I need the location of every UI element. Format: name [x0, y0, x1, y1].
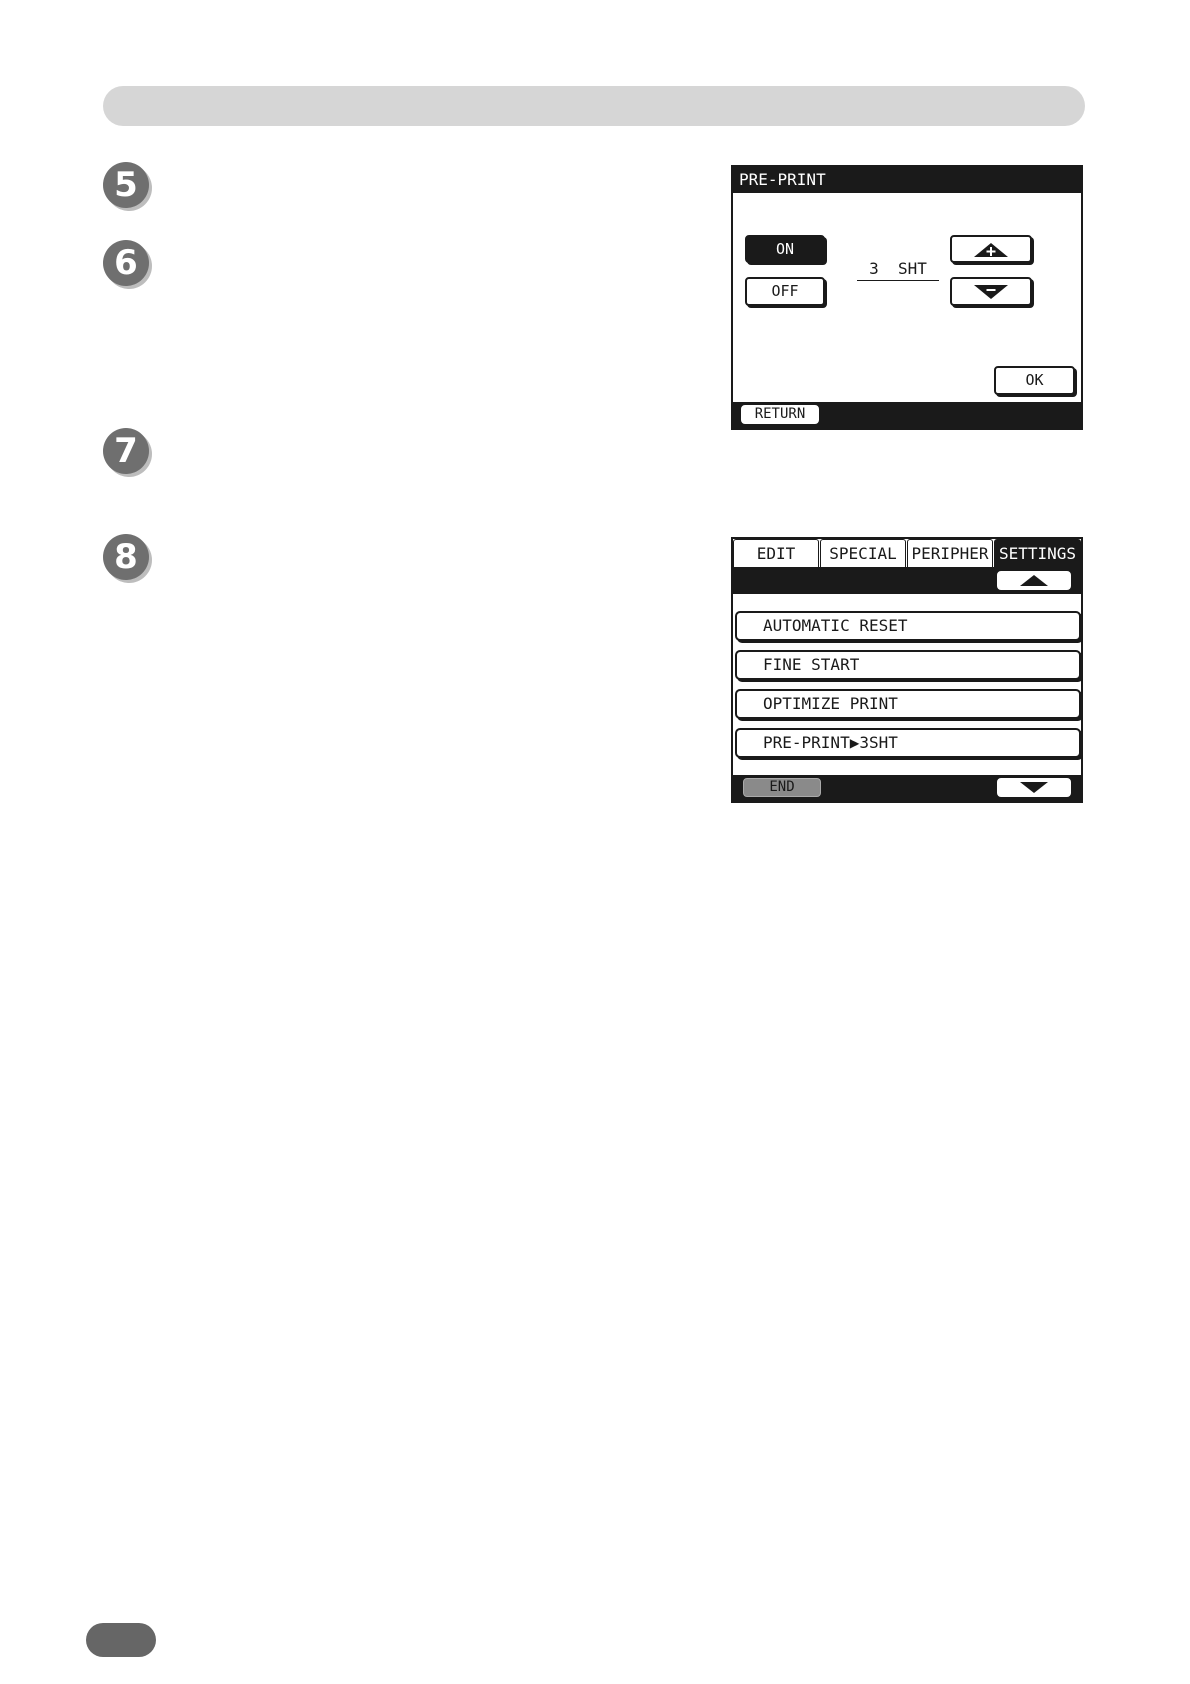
settings-scroll-bar [733, 567, 1081, 594]
step-number-6: 6 [103, 240, 149, 286]
preprint-screen-title: PRE-PRINT [733, 167, 1081, 193]
sheet-count-value: 3 [869, 259, 879, 278]
tab-peripher[interactable]: PERIPHER [907, 539, 993, 567]
on-button[interactable]: ON [745, 235, 825, 263]
step-number-5: 5 [103, 162, 149, 208]
plus-up-arrow-icon [952, 237, 1030, 261]
tab-settings[interactable]: SETTINGS [994, 539, 1081, 567]
return-button[interactable]: RETURN [741, 405, 819, 424]
step-number-8: 8 [103, 534, 149, 580]
sheet-count-display [857, 258, 939, 281]
off-button[interactable]: OFF [745, 277, 825, 306]
scroll-down-button[interactable] [997, 778, 1071, 797]
step-number-7: 7 [103, 428, 149, 474]
settings-screen-footer [733, 775, 1081, 801]
ok-button[interactable]: OK [994, 366, 1075, 395]
tab-special[interactable]: SPECIAL [820, 539, 906, 567]
triangle-up-icon [998, 572, 1070, 589]
sheet-count-unit: SHT [898, 259, 927, 278]
preprint-screen [731, 165, 1083, 430]
end-button[interactable]: END [743, 778, 821, 797]
settings-screen [731, 537, 1083, 803]
tab-edit[interactable]: EDIT [733, 539, 819, 567]
increase-button[interactable] [950, 235, 1032, 263]
list-item-fine-start[interactable]: FINE START [735, 650, 1081, 680]
list-item-optimize-print[interactable]: OPTIMIZE PRINT [735, 689, 1081, 719]
triangle-down-icon [998, 779, 1070, 796]
scroll-up-button[interactable] [997, 571, 1071, 590]
decrease-button[interactable] [950, 277, 1032, 306]
minus-down-arrow-icon [952, 279, 1030, 304]
preprint-screen-footer [733, 402, 1081, 428]
page-number-badge [86, 1623, 156, 1657]
list-item-automatic-reset[interactable]: AUTOMATIC RESET [735, 611, 1081, 641]
list-item-pre-print[interactable]: PRE-PRINT▶3SHT [735, 728, 1081, 758]
section-header-bar [103, 86, 1085, 126]
